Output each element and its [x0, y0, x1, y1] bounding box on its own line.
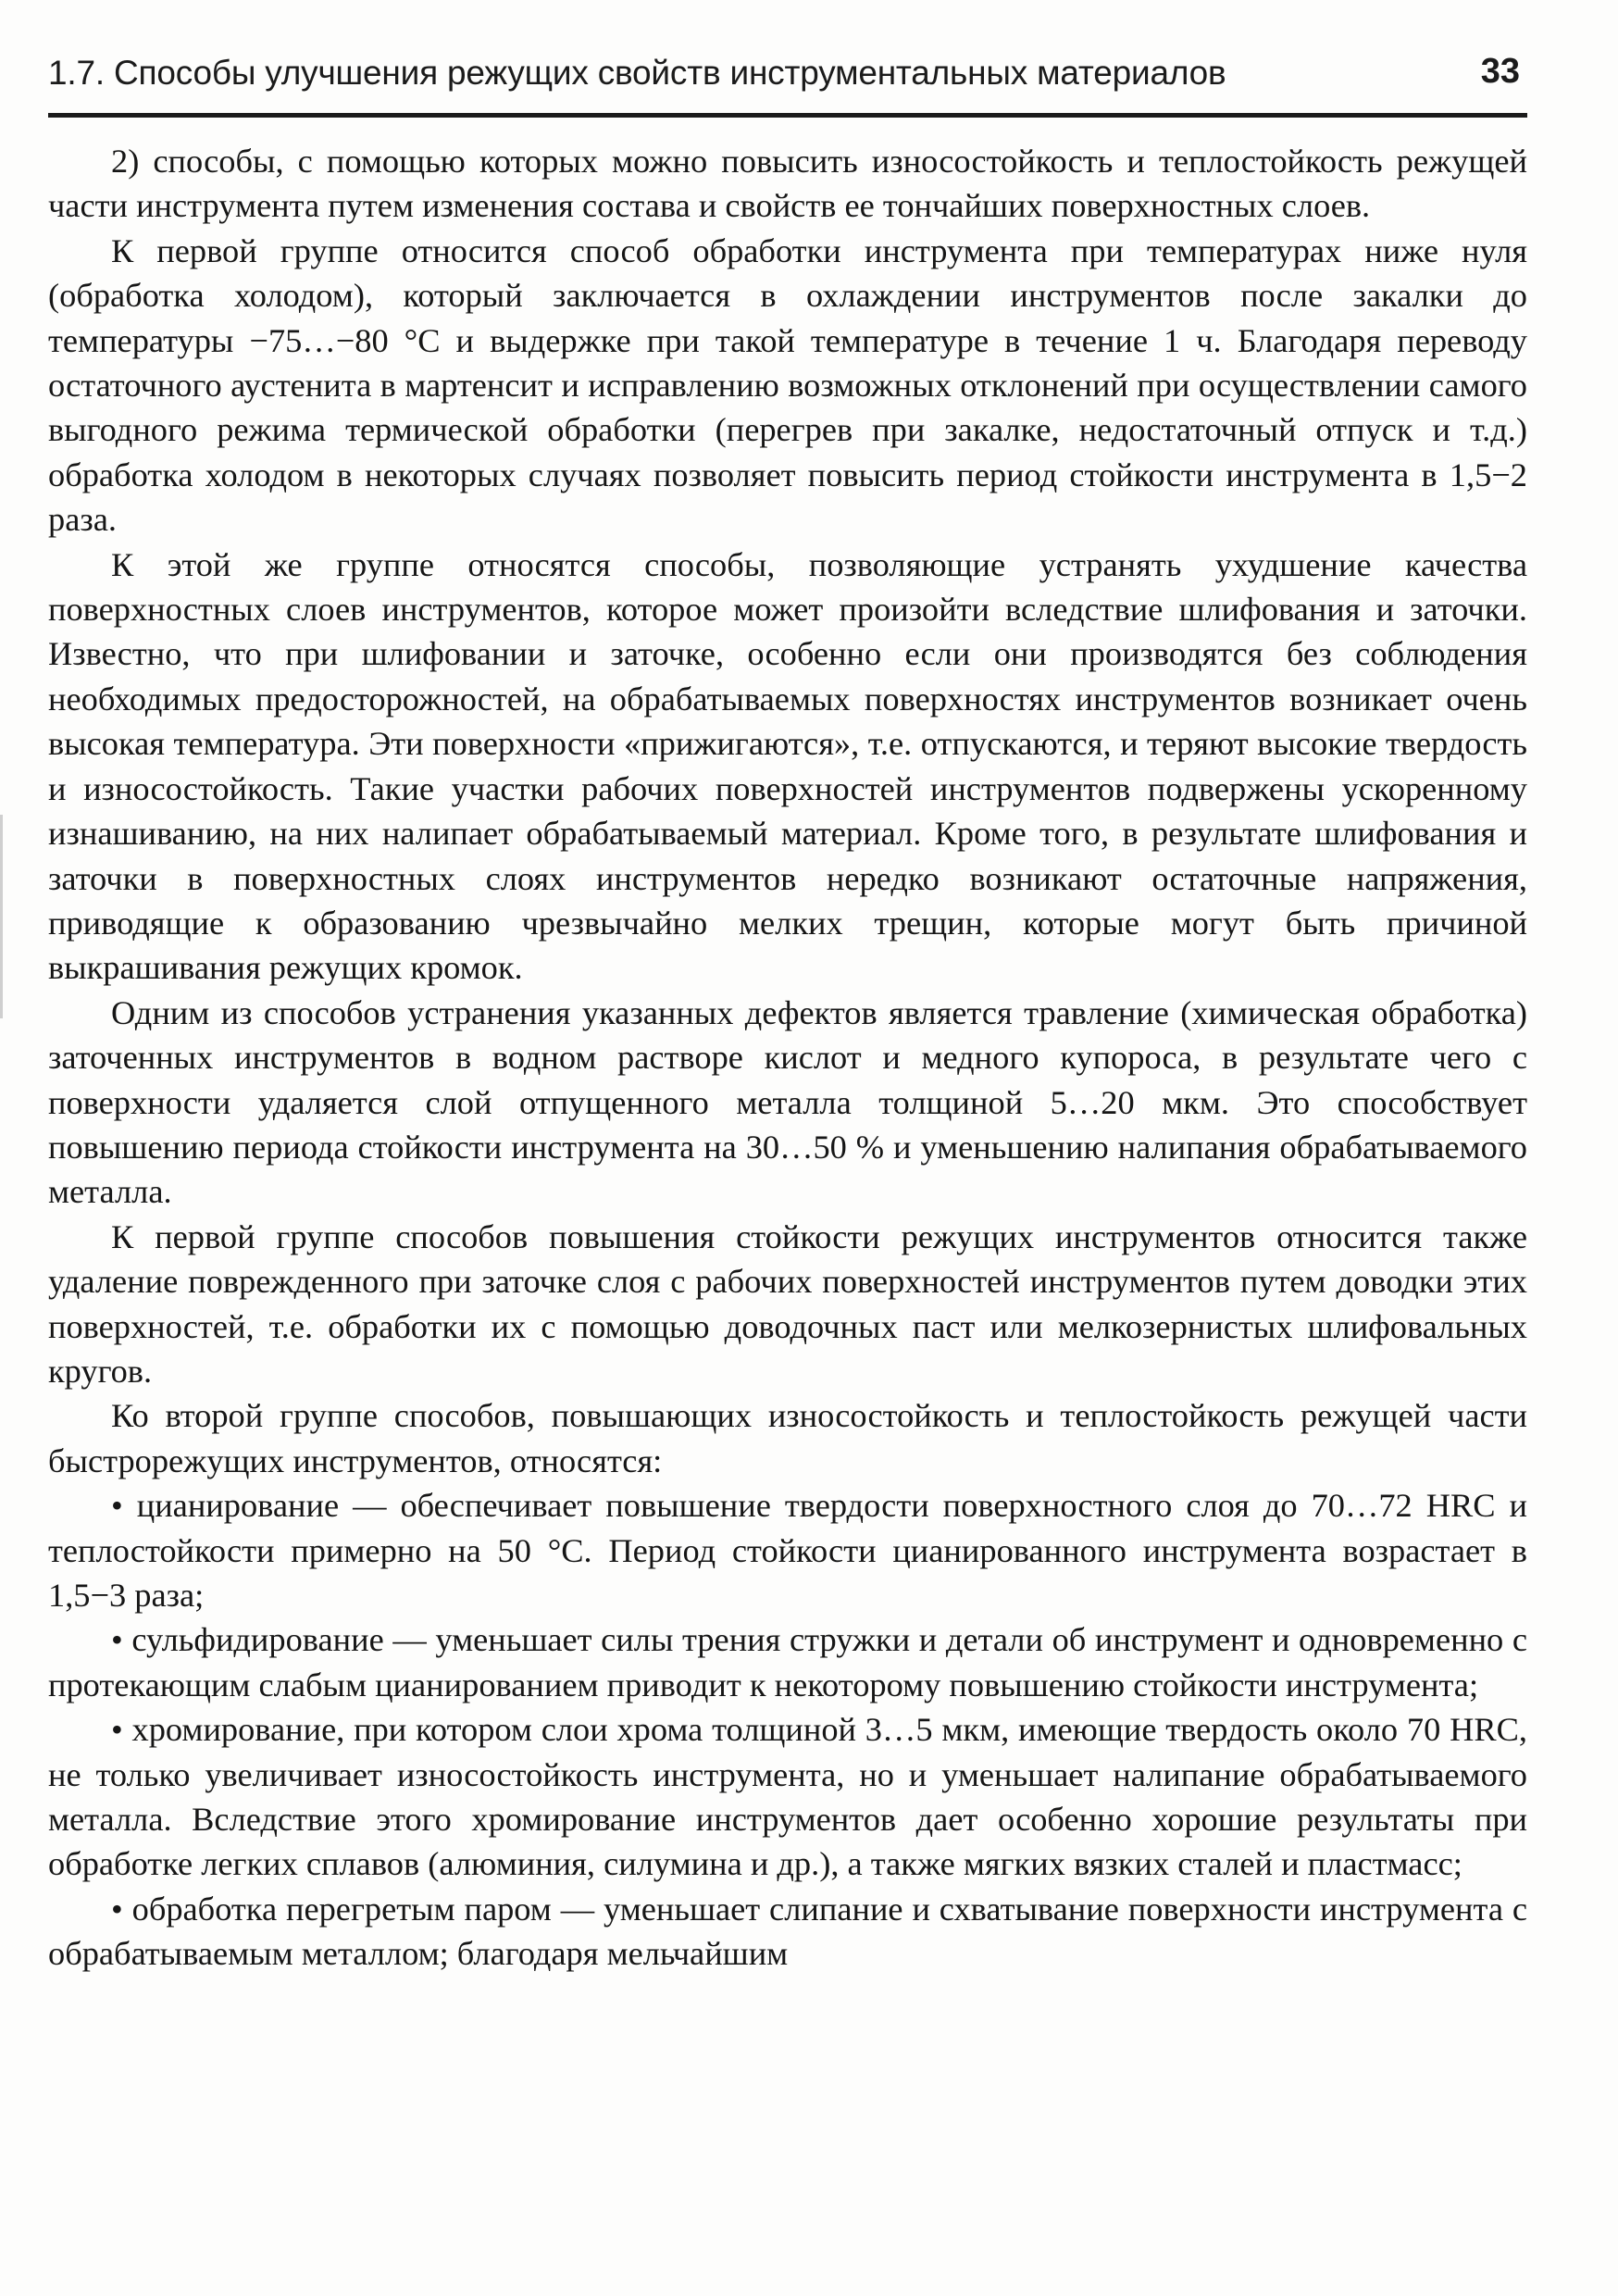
paragraph-etching: Одним из способов устранения указанных дефектов является травление (химическая обработка) заточенных инструментов в водном растворе кислот и медного купороса, в результате чего с поверхности удаляется слой отпущенного металла толщиной 5…20 мкм. Это способствует повышению периода стойкости инструмента на 30…50 % и уменьшению налипания обрабатываемого металла. — [48, 993, 1527, 1211]
running-header — [48, 48, 1527, 111]
paragraph-grinding-defects: К этой же группе относятся способы, позволяющие устранять ухудшение качества поверхностных слоев инструментов, которое может произойти вследствие шлифования и заточки. Известно, что при шлифовании и заточке, особенно если они производятся без соблюдения необходимых предосторожностей, на обрабатываемых поверхностях инструментов возникает очень высокая температура. Эти поверхности «прижигаются», т.е. отпускаются, и теряют высокие твердость и износостойкость. Такие участки рабочих поверхностей инструментов подвержены ускоренному изнашиванию, на них налипает обрабатываемый материал. Кроме того, в результате шлифования и заточки в поверхностных слоях инструментов нередко возникают остаточные напряжения, приводящие к образованию чрезвычайно мелких трещин, которые могут быть причиной выкрашивания режущих кромок. — [48, 545, 1527, 987]
list-item-cyaniding: • цианирование — обеспечивает повышение твердости поверхностного слоя до 70…72 HRC и теплостойкости примерно на 50 °С. Период стойкости цианированного инструмента возрастает в 1,5−3 раза; — [48, 1487, 1527, 1614]
scan-edge-shadow — [0, 815, 3, 1018]
body-text — [48, 139, 1527, 1977]
paragraph-lapping: К первой группе способов повышения стойкости режущих инструментов относится также удаление поврежденного при заточке слоя с рабочих поверхностей инструментов путем доводки этих поверхностей, т.е. обработки их с помощью доводочных паст или мелкозернистых шлифовальных кругов. — [48, 1217, 1527, 1390]
list-item-chrome-plating: • хромирование, при котором слои хрома толщиной 3…5 мкм, имеющие твердость около 70 HRC, не только увеличивает износостойкость инструмента, но и уменьшает налипание обрабатываемого металла. Вследствие этого хромирование инструментов дает особенно хорошие результаты при обработке легких сплавов (алюминия, силумина и др.), а также мягких вязких сталей и пластмасс; — [48, 1711, 1527, 1883]
paragraph-second-group-intro: Ко второй группе способов, повышающих износостойкость и теплостойкость режущей части быстрорежущих инструментов, относятся: — [48, 1397, 1527, 1479]
paragraph-cold-treatment: К первой группе относится способ обработки инструмента при температурах ниже нуля (обработка холодом), который заключается в охлаждении инструментов после закалки до температуры −75…−80 °С и выдержке при такой температуре в течение 1 ч. Благодаря переводу остаточного аустенита в мартенсит и исправлению возможных отклонений при осуществлении самого выгодного режима термической обработки (перегрев при закалке, недостаточный отпуск и т.д.) обработка холодом в некоторых случаях позволяет повысить период стойкости инструмента в 1,5−2 раза. — [48, 231, 1527, 539]
list-item-steam-treatment: • обработка перегретым паром — уменьшает слипание и схватывание поверхности инструмента с обрабатываемым металлом; благодаря мельчайшим — [48, 1890, 1527, 1973]
running-title: 1.7. Способы улучшения режущих свойств инструментальных материалов — [48, 54, 1226, 92]
header-rule — [48, 113, 1527, 118]
paragraph-methods-item-2: 2) способы, с помощью которых можно повысить износостойкость и теплостойкость режущей части инструмента путем изменения состава и свойств ее тончайших поверхностных слоев. — [48, 143, 1527, 225]
list-item-sulfidizing: • сульфидирование — уменьшает силы трения стружки и детали об инструмент и одновременно с протекающим слабым цианированием приводит к некоторому повышению стойкости инструмента; — [48, 1621, 1527, 1703]
page-number: 33 — [1480, 52, 1520, 91]
